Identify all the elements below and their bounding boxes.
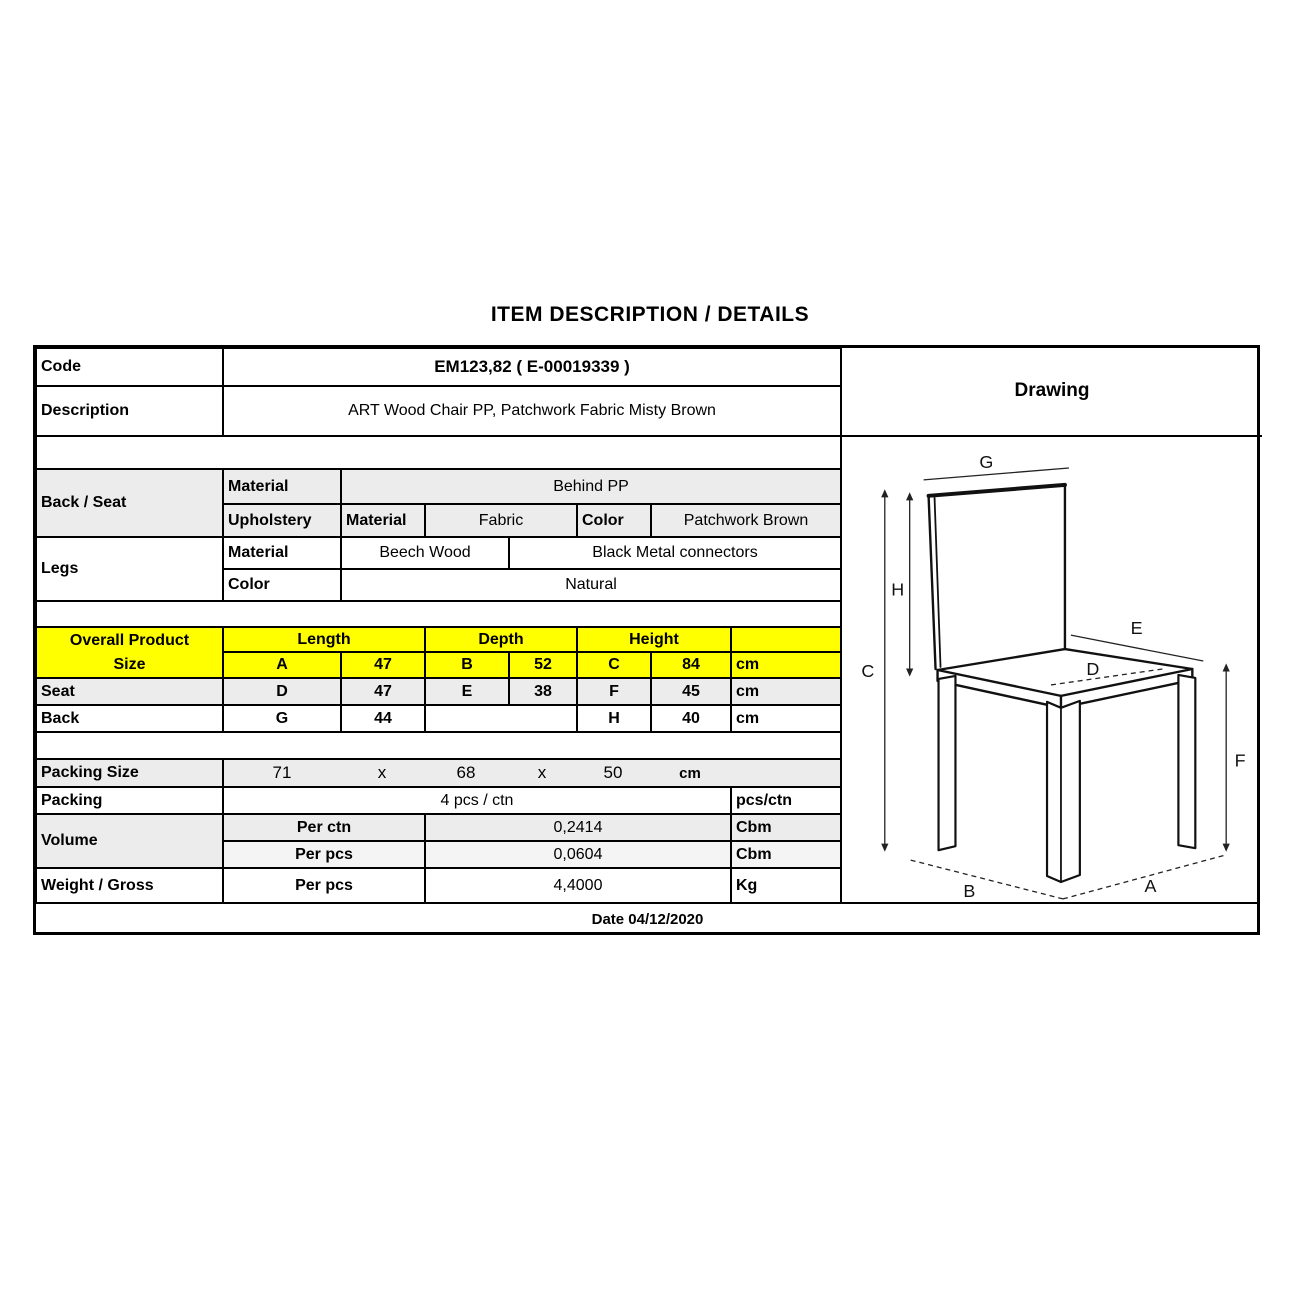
per-pcs-label: Per pcs bbox=[223, 841, 425, 868]
upholstery-color-value: Patchwork Brown bbox=[651, 504, 841, 537]
back-height-key: H bbox=[577, 705, 651, 732]
drawing-panel-title: Drawing bbox=[842, 347, 1262, 437]
back-length-value: 44 bbox=[341, 705, 425, 732]
per-pcs-value: 0,0604 bbox=[425, 841, 731, 868]
chair-drawing-svg bbox=[842, 437, 1262, 902]
overall-depth-value: 52 bbox=[509, 652, 577, 678]
dim-label-g: G bbox=[979, 451, 994, 472]
weight-unit: Kg bbox=[731, 868, 841, 903]
overall-unit: cm bbox=[731, 652, 841, 678]
packing-size-x2: x bbox=[537, 763, 547, 782]
upholstery-label: Upholstery bbox=[223, 504, 341, 537]
overall-height-key: C bbox=[577, 652, 651, 678]
overall-size-label bbox=[36, 627, 223, 678]
dim-label-h: H bbox=[891, 579, 905, 600]
packing-size-v1: 71 bbox=[272, 763, 292, 782]
dim-line-b bbox=[911, 860, 1063, 899]
depth-header: Depth bbox=[425, 627, 577, 652]
drawing-panel bbox=[840, 347, 1262, 902]
spacer-cell bbox=[36, 436, 841, 469]
overall-depth-key: B bbox=[425, 652, 509, 678]
chair-back-top bbox=[929, 485, 1065, 496]
seat-unit: cm bbox=[731, 678, 841, 705]
seat-height-key: F bbox=[577, 678, 651, 705]
spacer-row bbox=[36, 601, 841, 627]
dim-line-g bbox=[924, 468, 1069, 480]
legs-material-label: Material bbox=[223, 537, 341, 569]
back-unit: cm bbox=[731, 705, 841, 732]
packing-size-v2: 68 bbox=[456, 763, 476, 782]
backseat-label: Back / Seat bbox=[36, 469, 223, 537]
spacer-cell bbox=[36, 732, 841, 759]
packing-size-row bbox=[224, 763, 840, 783]
backseat-material-label: Material bbox=[223, 469, 341, 504]
spec-table bbox=[35, 347, 842, 904]
date-row: Date 04/12/2020 bbox=[35, 902, 1260, 935]
seat-depth-key: E bbox=[425, 678, 509, 705]
row-legs-material bbox=[36, 537, 841, 569]
legs-label: Legs bbox=[36, 537, 223, 601]
back-length-key: G bbox=[223, 705, 341, 732]
height-header: Height bbox=[577, 627, 731, 652]
overall-length-value: 47 bbox=[341, 652, 425, 678]
seat-length-value: 47 bbox=[341, 678, 425, 705]
dim-label-b: B bbox=[963, 880, 976, 901]
overall-size-label-line1: Overall Product bbox=[69, 631, 190, 649]
weight-value: 4,4000 bbox=[425, 868, 731, 903]
upholstery-color-label: Color bbox=[577, 504, 651, 537]
overall-length-key: A bbox=[223, 652, 341, 678]
empty-cell bbox=[425, 705, 577, 732]
packing-size-label: Packing Size bbox=[36, 759, 223, 787]
packing-size-values bbox=[223, 759, 841, 787]
per-ctn-value: 0,2414 bbox=[425, 814, 731, 841]
spacer-cell bbox=[36, 601, 841, 627]
packing-value: 4 pcs / ctn bbox=[223, 787, 731, 814]
row-size-seat bbox=[36, 678, 841, 705]
dim-label-e: E bbox=[1130, 618, 1143, 639]
packing-size-x1: x bbox=[377, 763, 387, 782]
per-ctn-unit: Cbm bbox=[731, 814, 841, 841]
upholstery-material-value: Fabric bbox=[425, 504, 577, 537]
chair-leg-left bbox=[939, 676, 956, 850]
description-value: ART Wood Chair PP, Patchwork Fabric Misty Brown bbox=[223, 386, 841, 436]
per-ctn-label: Per ctn bbox=[223, 814, 425, 841]
row-description bbox=[36, 386, 841, 436]
row-volume-ctn bbox=[36, 814, 841, 841]
packing-label: Packing bbox=[36, 787, 223, 814]
upholstery-material-label: Material bbox=[341, 504, 425, 537]
seat-depth-value: 38 bbox=[509, 678, 577, 705]
row-weight bbox=[36, 868, 841, 903]
seat-length-key: D bbox=[223, 678, 341, 705]
legs-material-metal: Black Metal connectors bbox=[509, 537, 841, 569]
backseat-material-value: Behind PP bbox=[341, 469, 841, 504]
seat-label: Seat bbox=[36, 678, 223, 705]
spacer-row bbox=[36, 436, 841, 469]
chair-drawing bbox=[842, 437, 1262, 902]
overall-height-value: 84 bbox=[651, 652, 731, 678]
per-pcs-unit: Cbm bbox=[731, 841, 841, 868]
dim-label-d: D bbox=[1086, 658, 1100, 679]
legs-color-label: Color bbox=[223, 569, 341, 601]
dim-label-f: F bbox=[1234, 750, 1246, 771]
packing-unit: pcs/ctn bbox=[731, 787, 841, 814]
legs-material-wood: Beech Wood bbox=[341, 537, 509, 569]
row-backseat-material bbox=[36, 469, 841, 504]
length-header: Length bbox=[223, 627, 425, 652]
chair-back-left-outer bbox=[929, 496, 936, 669]
back-height-value: 40 bbox=[651, 705, 731, 732]
back-label: Back bbox=[36, 705, 223, 732]
chair-leg-right bbox=[1178, 675, 1195, 848]
packing-size-v3: 50 bbox=[603, 763, 623, 782]
weight-per-label: Per pcs bbox=[223, 868, 425, 903]
row-packing bbox=[36, 787, 841, 814]
row-size-back bbox=[36, 705, 841, 732]
code-label: Code bbox=[36, 348, 223, 386]
volume-label: Volume bbox=[36, 814, 223, 868]
row-packing-size bbox=[36, 759, 841, 787]
code-value: EM123,82 ( E-00019339 ) bbox=[223, 348, 841, 386]
row-code bbox=[36, 348, 841, 386]
spacer-row bbox=[36, 732, 841, 759]
row-size-header bbox=[36, 627, 841, 652]
packing-size-unit: cm bbox=[679, 764, 701, 782]
page-title: ITEM DESCRIPTION / DETAILS bbox=[490, 303, 810, 326]
description-label: Description bbox=[36, 386, 223, 436]
chair-leg-front bbox=[1047, 701, 1080, 882]
seat-height-value: 45 bbox=[651, 678, 731, 705]
weight-label: Weight / Gross bbox=[36, 868, 223, 903]
overall-size-label-line2: Size bbox=[113, 655, 146, 673]
dim-label-a: A bbox=[1144, 875, 1157, 896]
legs-color-value: Natural bbox=[341, 569, 841, 601]
empty-cell bbox=[731, 627, 841, 652]
dim-label-c: C bbox=[861, 660, 875, 681]
